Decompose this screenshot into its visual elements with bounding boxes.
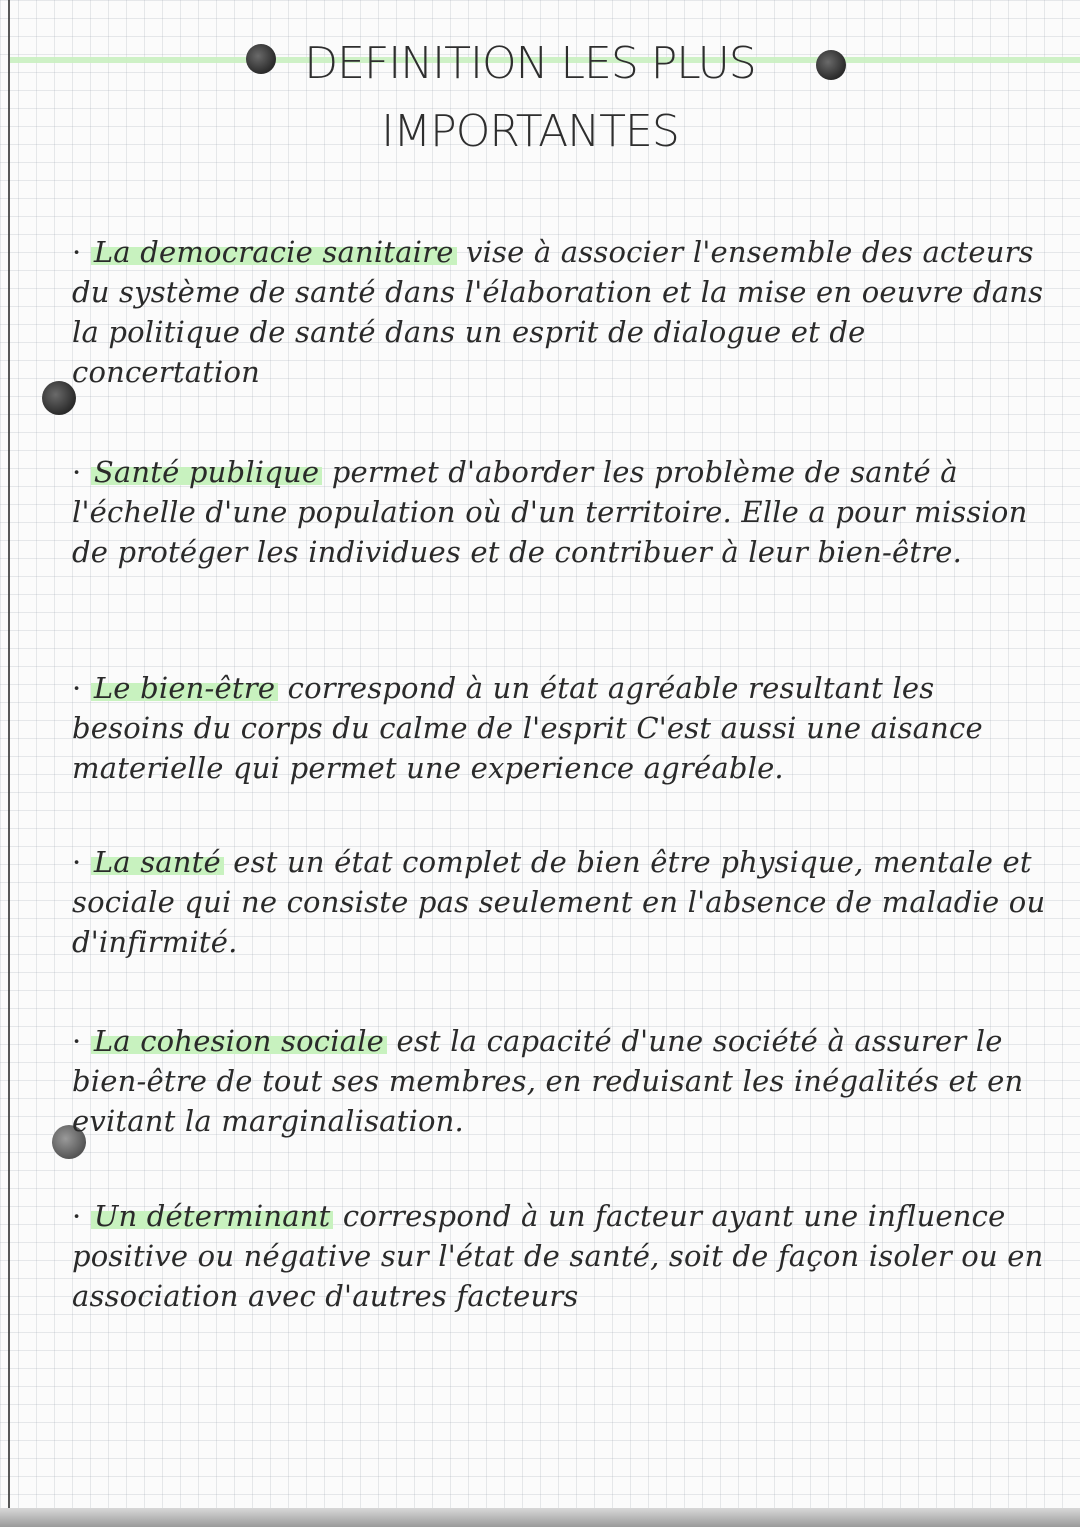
definition-term: La cohesion sociale (91, 1024, 387, 1058)
definition-term: Le bien-être (91, 671, 278, 705)
bullet: · (72, 1024, 82, 1058)
page-title (250, 30, 810, 166)
definition-text: permet d'aborder les problème de santé à l'échelle d'une population où d'un territoire. Elle a pour mission de protéger les individues et de contribuer à leur bien-être. (72, 455, 1028, 569)
bullet: · (72, 235, 82, 269)
definition-text: est la capacité d'une société à assurer le bien-être de tout ses membres, en reduisant les inégalités et en evitant la marginalisation. (72, 1024, 1024, 1138)
bullet: · (72, 455, 82, 489)
definition-term: Un déterminant (91, 1199, 334, 1233)
definition-sante (72, 842, 1047, 962)
title-line-2: IMPORTANTES (381, 106, 679, 157)
definition-text: est un état complet de bien être physique, mentale et sociale qui ne consiste pas seulement en l'absence de maladie ou d'infirmité. (72, 845, 1046, 959)
punch-hole-icon (42, 381, 76, 415)
page-bottom-edge (0, 1508, 1080, 1527)
margin-line (8, 0, 10, 1527)
definition-text: correspond à un état agréable resultant les besoins du corps du calme de l'esprit C'est aussi une aisance materielle qui permet une experience agréable. (72, 671, 983, 785)
definition-bien-etre (72, 668, 1047, 788)
definition-determinant (72, 1196, 1047, 1316)
definition-sante-publique (72, 452, 1047, 572)
definition-text: correspond à un facteur ayant une influence positive ou négative sur l'état de santé, soit de façon isoler ou en association avec d'autres facteurs (72, 1199, 1044, 1313)
title-line-1: DEFINITION LES PLUS (304, 38, 756, 89)
definition-term: Santé publique (91, 455, 322, 489)
definition-term: La santé (91, 845, 224, 879)
bullet: · (72, 671, 82, 705)
definition-term: La democracie sanitaire (91, 235, 457, 269)
bullet: · (72, 1199, 82, 1233)
definition-cohesion-sociale (72, 1021, 1047, 1141)
definition-text: vise à associer l'ensemble des acteurs du système de santé dans l'élaboration et la mise en oeuvre dans la politique de santé dans un esprit de dialogue et de concertation (72, 235, 1044, 389)
punch-hole-icon (816, 50, 846, 80)
definition-democratie-sanitaire (72, 232, 1047, 392)
bullet: · (72, 845, 82, 879)
